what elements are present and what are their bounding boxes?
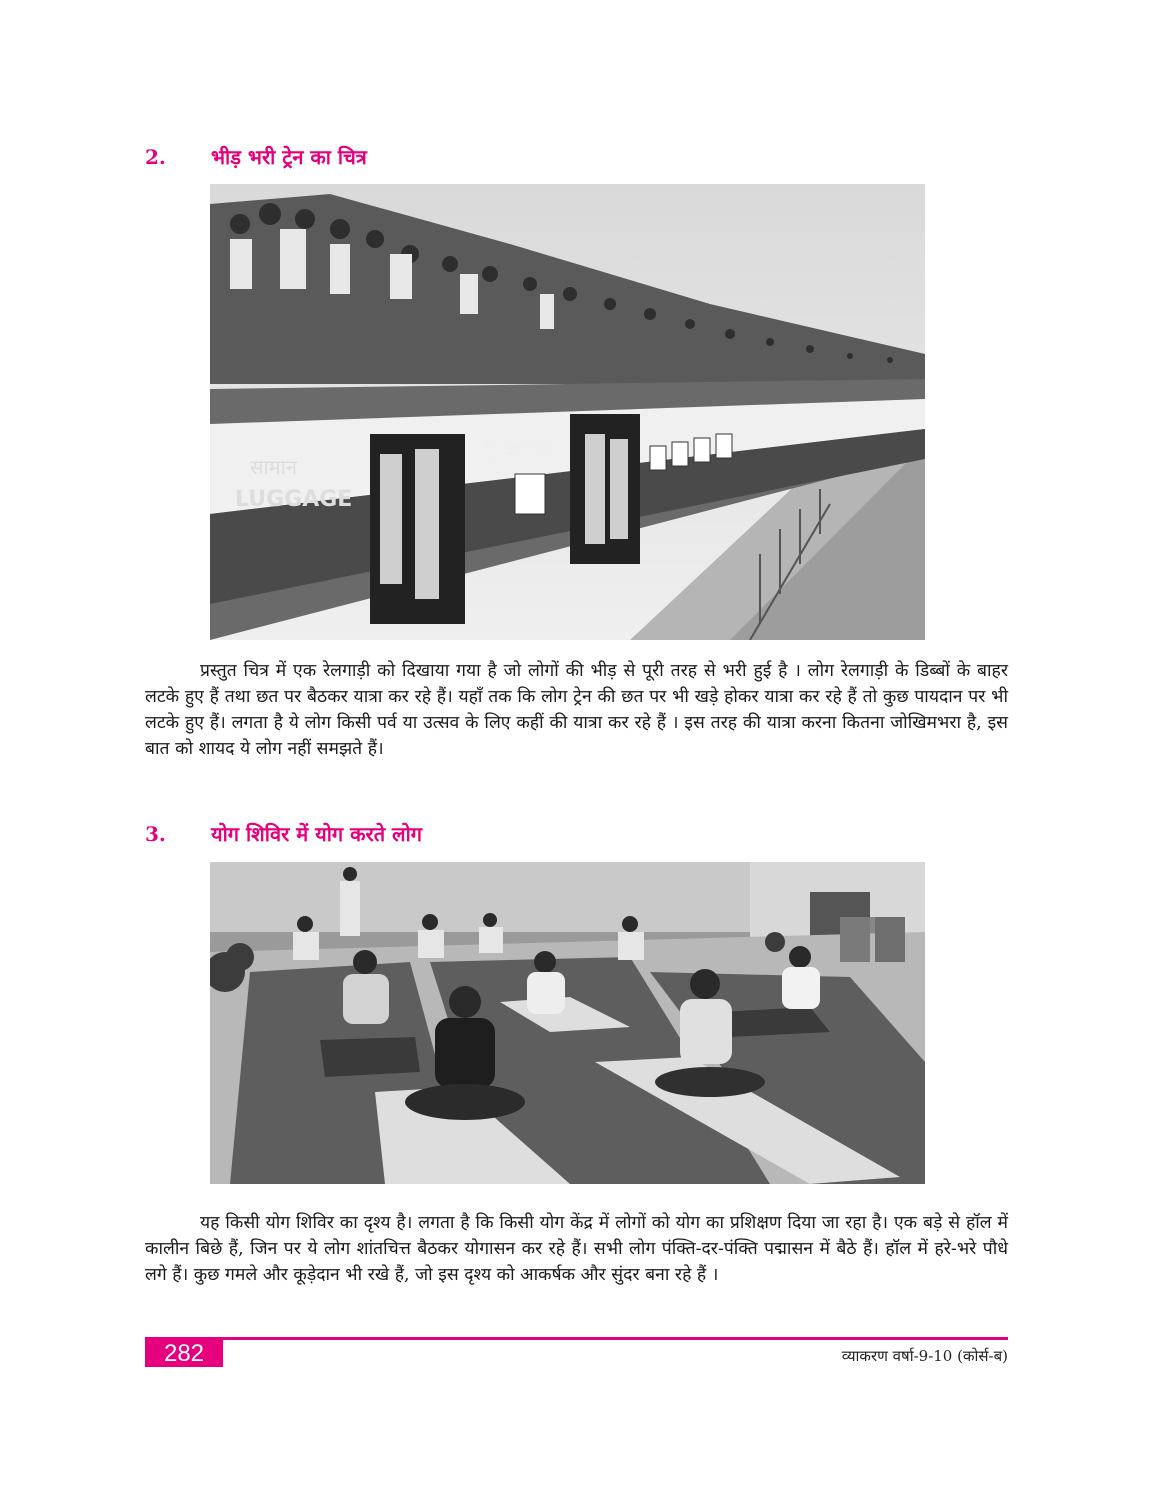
book-title: व्याकरण वर्षा-9-10 (कोर्स-ब): [841, 1347, 1008, 1365]
yoga-description: यह किसी योग शिविर का दृश्य है। लगता है कि किसी योग केंद्र में लोगों को योग का प्रशिक्षण दिया जा रहा है। एक बड़े से हॉल में कालीन बिछे हैं, जिन पर ये लोग शांतचित्त बैठकर योगासन कर रहे हैं। सभी लोग पंक्ति-दर-पंक्ति पद्मासन में बैठे हैं। हॉल में हरे-भरे पौधे लगे हैं। कुछ गमले और कूड़ेदान भी रखे हैं, जो इस दृश्य को आकर्षक और सुंदर बना रहे हैं ।: [145, 1213, 1008, 1285]
section-heading-train: [145, 143, 367, 170]
section-number: 2.: [145, 145, 166, 169]
footer-divider: [145, 1337, 1008, 1340]
section-title: योग शिविर में योग करते लोग: [211, 822, 423, 846]
section-number: 3.: [145, 822, 166, 846]
crowded-train-photo: [210, 184, 925, 640]
yoga-illustration: [210, 862, 925, 1184]
coach-number: 98730: [505, 439, 554, 458]
train-illustration: [210, 184, 925, 640]
luggage-sign-english: LUGGAGE: [235, 487, 353, 512]
coach-code: NC: [482, 450, 500, 464]
yoga-camp-photo: [210, 862, 925, 1184]
train-description: प्रस्तुत चित्र में एक रेलगाड़ी को दिखाया गया है जो लोगों की भीड़ से पूरी तरह से भरी हुई है । लोग रेलगाड़ी के डिब्बों के बाहर लटके हुए हैं तथा छत पर बैठकर यात्रा कर रहे हैं। यहाँ तक कि लोग ट्रेन की छत पर भी खड़े होकर यात्रा कर रहे हैं तो कुछ पायदान पर भी लटके हुए हैं। लगता है ये लोग किसी पर्व या उत्सव के लिए कहीं की यात्रा कर रहे हैं । इस तरह की यात्रा करना कितना जोखिमभरा है, इस बात को शायद ये लोग नहीं समझते हैं।: [145, 661, 1008, 759]
coach-code-hindi: उम: [482, 435, 496, 449]
page-number: 282: [145, 1340, 223, 1367]
section-heading-yoga: [145, 820, 422, 847]
luggage-sign-hindi: सामान: [250, 455, 297, 479]
section-title: भीड़ भरी ट्रेन का चित्र: [211, 145, 367, 169]
